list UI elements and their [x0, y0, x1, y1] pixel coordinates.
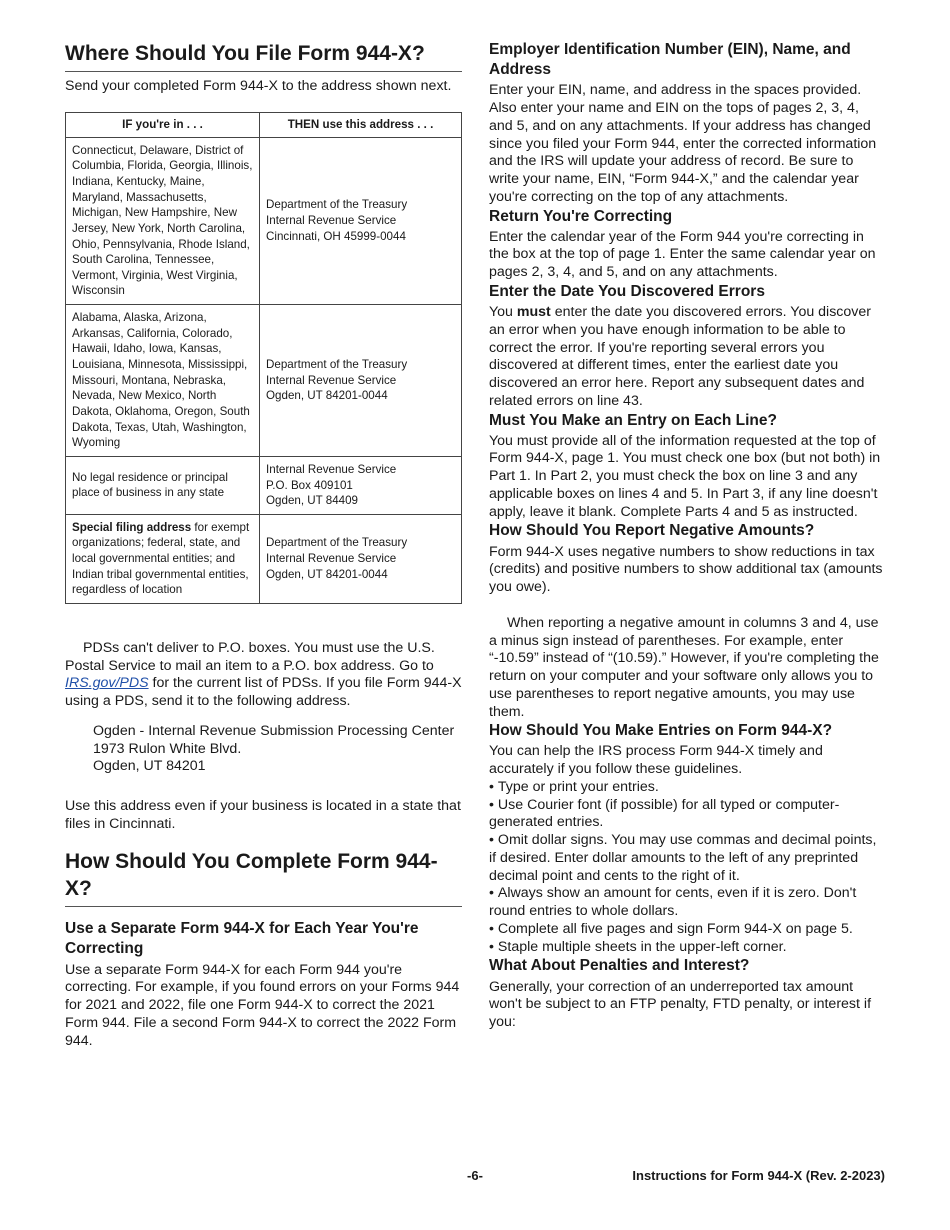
- address-line: Internal Revenue Service: [266, 552, 397, 566]
- table-row: [66, 305, 462, 457]
- table-row: [66, 137, 462, 304]
- entries-guidelines-list: [489, 779, 886, 957]
- negative-amounts-body-2: When reporting a negative amount in columns 3 and 4, use a minus sign instead of parentheses. For example, enter “-10.59” instead of “(10.59).” However, if you're completing the return on your computer and your software only allows you to use parentheses to report negative amounts, you may use them.: [489, 614, 879, 720]
- table-cell-address: [260, 456, 462, 514]
- date-discovered-heading: Enter the Date You Discovered Errors: [489, 282, 765, 300]
- penalties-body: Generally, your correction of an underreported tax amount won't be subject to an FTP penalty, FTD penalty, or interest if you:: [489, 978, 872, 1031]
- list-item: • Staple multiple sheets in the upper-left corner.: [489, 939, 886, 957]
- date-text-post: enter the date you discovered errors. You discover an error when you have enough information to be able to correct the error. If you're reporting several errors you discovered at different times, enter the earliest date you discovered an error here. Report any subsequent dates and related errors on line 43.: [489, 304, 871, 409]
- negative-amounts-heading: How Should You Report Negative Amounts?: [489, 522, 815, 540]
- table-cell-states: [66, 514, 260, 603]
- irs-pds-link[interactable]: IRS.gov/PDS: [65, 675, 149, 692]
- table-header-row: [66, 113, 462, 138]
- document-footer-title: Instructions for Form 944-X (Rev. 2-2023): [632, 1168, 885, 1183]
- separate-form-heading: Use a Separate Form 944-X for Each Year You're Correcting: [65, 920, 419, 958]
- date-discovered-body: [489, 304, 886, 411]
- negative-amounts-body-1: Form 944-X uses negative numbers to show reductions in tax (credits) and positive numbers to show additional tax (amounts you owe).: [489, 543, 883, 596]
- ein-heading: Employer Identification Number (EIN), Name, and Address: [489, 41, 851, 79]
- special-filing-text: for exempt organizations; federal, state, and local governmental entities; and Indian tribal governmental entities, regardless of location: [72, 520, 250, 597]
- address-line: Cincinnati, OH 45999-0044: [266, 229, 406, 243]
- address-line: Ogden, UT 84201-0044: [266, 389, 388, 403]
- table-cell-states: No legal residence or principal place of business in any state: [66, 456, 260, 514]
- pds-text-post: for the current list of PDSs. If you file Form 944-X using a PDS, send it to the following address.: [65, 675, 462, 710]
- penalties-heading: What About Penalties and Interest?: [489, 957, 750, 975]
- list-item: • Complete all five pages and sign Form 944-X on page 5.: [489, 921, 886, 939]
- return-correcting-body: Enter the calendar year of the Form 944 you're correcting in the box at the top of page 1. Enter the same calendar year on pages 2, 3, 4, and 5, and on any attachments.: [489, 228, 876, 281]
- pds-address-block: [93, 723, 462, 776]
- table-row: [66, 514, 462, 603]
- address-line: Ogden, UT 84201-0044: [266, 567, 388, 581]
- address-line: P.O. Box 409101: [266, 478, 353, 492]
- page-number: -6-: [467, 1168, 483, 1183]
- address-line: 1973 Rulon White Blvd.: [93, 740, 242, 757]
- table-cell-address: [260, 137, 462, 304]
- where-to-file-intro: Send your completed Form 944-X to the address shown next.: [65, 78, 452, 95]
- list-item: • Type or print your entries.: [489, 779, 886, 797]
- table-row: [66, 456, 462, 514]
- address-line: Department of the Treasury: [266, 358, 408, 372]
- entry-each-line-heading: Must You Make an Entry on Each Line?: [489, 411, 777, 429]
- address-line: Ogden - Internal Revenue Submission Processing Center: [93, 722, 455, 739]
- pds-note: Use this address even if your business is located in a state that files in Cincinnati.: [65, 798, 461, 832]
- table-cell-address: [260, 514, 462, 603]
- special-filing-label: Special filing address: [72, 520, 192, 534]
- pds-paragraph: [65, 640, 462, 711]
- pds-text-pre: PDSs can't deliver to P.O. boxes. You must use the U.S. Postal Service to mail an item to a P.O. box address. Go to: [65, 639, 435, 674]
- table-cell-address: [260, 305, 462, 457]
- date-text-bold: must: [516, 304, 551, 321]
- address-line: Department of the Treasury: [266, 198, 408, 212]
- complete-form-heading: How Should You Complete Form 944-X?: [65, 848, 462, 908]
- list-item: • Use Courier font (if possible) for all typed or computer-generated entries.: [489, 797, 886, 833]
- table-cell-states: Alabama, Alaska, Arizona, Arkansas, California, Colorado, Hawaii, Idaho, Iowa, Kansas, Louisiana, Minnesota, Mississippi, Missouri, Montana, Nebraska, Nevada, New Mexico, North Dakota, Oklahoma, Oregon, South Dakota, Texas, Utah, Washington, Wyoming: [66, 305, 260, 457]
- entries-heading: How Should You Make Entries on Form 944-X?: [489, 722, 833, 740]
- separate-form-body: Use a separate Form 944-X for each Form 944 you're correcting. For example, if you found errors on your Forms 944 for 2021 and 2022, file one Form 944-X to correct the 2021 Form 944. File a second Form 944-X to correct the 2022 Form 944.: [65, 961, 460, 1049]
- filing-address-table: [65, 112, 462, 604]
- list-item: • Always show an amount for cents, even if it is zero. Don't round entries to whole dollars.: [489, 885, 886, 921]
- return-correcting-heading: Return You're Correcting: [489, 207, 673, 225]
- left-column: [65, 40, 462, 1050]
- address-line: Ogden, UT 84409: [266, 494, 358, 508]
- address-line: Ogden, UT 84201: [93, 758, 206, 775]
- ein-body: Enter your EIN, name, and address in the spaces provided. Also enter your name and EIN on the tops of pages 2, 3, 4, and 5, and on any attachments. If your address has changed since you filed your Form 944, enter the corrected information and the IRS will update your address of record. Be sure to write your name, EIN, “Form 944-X,” and the calendar year you're correcting on the top of any attachments.: [489, 82, 877, 205]
- right-column: [489, 40, 886, 1032]
- address-line: Internal Revenue Service: [266, 373, 397, 387]
- table-cell-states: Connecticut, Delaware, District of Columbia, Florida, Georgia, Illinois, Indiana, Kentucky, Maine, Maryland, Massachusetts, Michigan, New Hampshire, New Jersey, New York, North Carolina, Ohio, Pennsylvania, Rhode Island, South Carolina, Tennessee, Vermont, Virginia, West Virginia, Wisconsin: [66, 137, 260, 304]
- address-line: Internal Revenue Service: [266, 214, 397, 228]
- date-text-pre: You: [489, 304, 517, 321]
- address-line: Department of the Treasury: [266, 536, 408, 550]
- entries-intro: You can help the IRS process Form 944-X timely and accurately if you follow these guidelines.: [489, 743, 823, 778]
- address-line: Internal Revenue Service: [266, 462, 397, 476]
- table-header-if: IF you're in . . .: [66, 113, 260, 138]
- where-to-file-heading: Where Should You File Form 944-X?: [65, 40, 462, 72]
- table-header-then: THEN use this address . . .: [260, 113, 462, 138]
- list-item: • Omit dollar signs. You may use commas and decimal points, if desired. Enter dollar amounts to the left of any preprinted decimal point and cents to the right of it.: [489, 832, 886, 885]
- entry-each-line-body: You must provide all of the information requested at the top of Form 944-X, page 1. You must check one box (but not both) in Part 1. In Part 2, you must check the box on line 3 and any applicable boxes on lines 4 and 5. In Part 3, if any line doesn't apply, leave it blank. Complete Parts 4 and 5 as instructed.: [489, 432, 881, 520]
